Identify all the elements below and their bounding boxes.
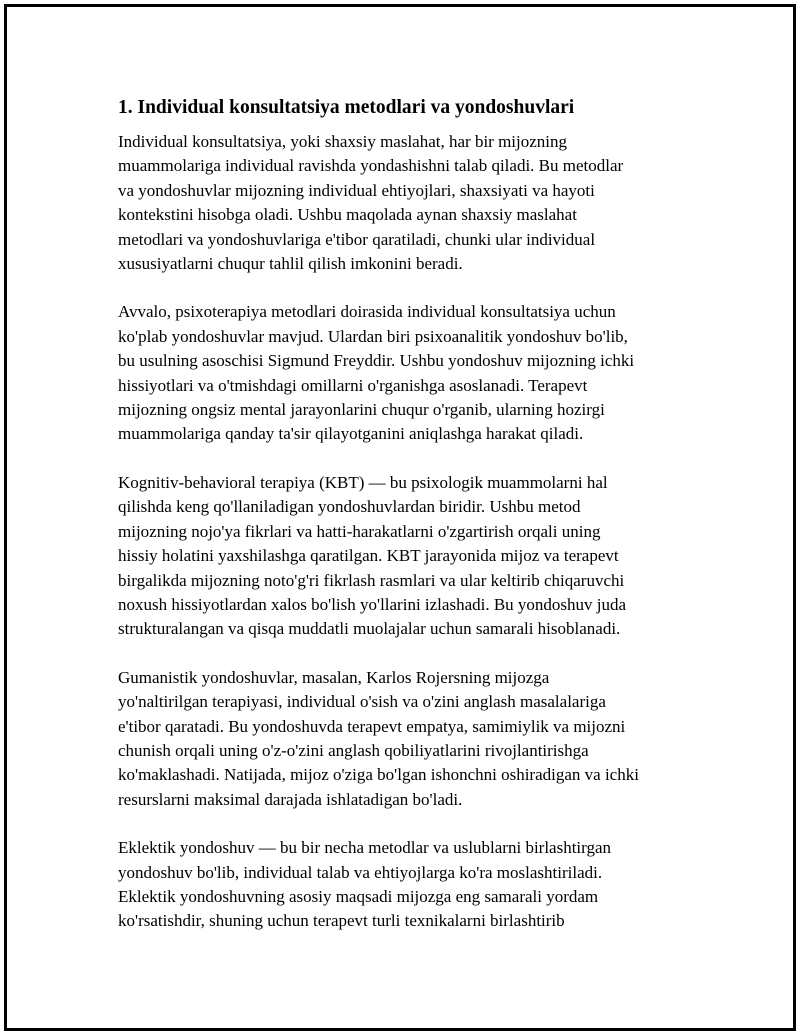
- text-line: Gumanistik yondoshuvlar, masalan, Karlos Rojersning mijozga: [118, 667, 550, 687]
- text-line: resurslarni maksimal darajada ishlatadigan bo'ladi.: [118, 789, 463, 809]
- text-line: qilishda keng qo'llaniladigan yondoshuvlardan biridir. Ushbu metod: [118, 497, 581, 517]
- text-line: Eklektik yondoshuvning asosiy maqsadi mijozga eng samarali yordam: [118, 886, 599, 906]
- text-line: muammolariga individual ravishda yondashishni talab qiladi. Bu metodlar: [118, 156, 624, 176]
- paragraph-5: [118, 836, 678, 934]
- text-line: yo'naltirilgan terapiyasi, individual o'sish va o'zini anglash masalalariga: [118, 692, 606, 712]
- text-line: metodlari va yondoshuvlariga e'tibor qaratiladi, chunki ular individual: [118, 229, 596, 249]
- text-line: xususiyatlarni chuqur tahlil qilish imkonini beradi.: [118, 254, 463, 274]
- text-line: kontekstini hisobga oladi. Ushbu maqolada aynan shaxsiy maslahat: [118, 205, 577, 225]
- paragraph-1: [118, 130, 678, 276]
- text-line: Avvalo, psixoterapiya metodlari doirasida individual konsultatsiya uchun: [118, 302, 616, 322]
- text-line: strukturalangan va qisqa muddatli muolajalar uchun samarali hisoblanadi.: [118, 619, 621, 639]
- text-line: Kognitiv-behavioral terapiya (KBT) — bu psixologik muammolarni hal: [118, 472, 608, 492]
- text-line: va yondoshuvlar mijozning individual ehtiyojlari, shaxsiyati va hayoti: [118, 180, 595, 200]
- text-line: Eklektik yondoshuv — bu bir necha metodlar va uslublarni birlashtirgan: [118, 838, 612, 858]
- text-line: yondoshuv bo'lib, individual talab va ehtiyojlarga ko'ra moslashtiriladi.: [118, 862, 603, 882]
- text-line: noxush hissiyotlardan xalos bo'lish yo'llarini izlashadi. Bu yondoshuv juda: [118, 594, 627, 614]
- text-line: ko'plab yondoshuvlar mavjud. Ulardan biri psixoanalitik yondoshuv bo'lib,: [118, 326, 628, 346]
- paragraph-3: [118, 471, 678, 642]
- text-line: ko'rsatishdir, shuning uchun terapevt turli texnikalarni birlashtirib: [118, 911, 565, 931]
- text-line: e'tibor qaratadi. Bu yondoshuvda terapevt empatya, samimiylik va mijozni: [118, 716, 626, 736]
- text-line: birgalikda mijozning noto'g'ri fikrlash rasmlari va ular keltirib chiqaruvchi: [118, 570, 625, 590]
- text-line: ko'maklashadi. Natijada, mijoz o'ziga bo'lgan ishonchni oshiradigan va ichki: [118, 765, 639, 785]
- page-title: 1. Individual konsultatsiya metodlari va yondoshuvlari: [118, 97, 575, 118]
- text-line: chunish orqali uning o'z-o'zini anglash qobiliyatlarini rivojlantirishga: [118, 740, 589, 760]
- paragraph-2: [118, 300, 678, 446]
- text-line: mijozning nojo'ya fikrlari va hatti-harakatlarni o'zgartirish orqali uning: [118, 521, 601, 541]
- text-line: hissiy holatini yaxshilashga qaratilgan. KBT jarayonida mijoz va terapevt: [118, 546, 619, 566]
- text-line: bu usulning asoschisi Sigmund Freyddir. Ushbu yondoshuv mijozning ichki: [118, 351, 635, 371]
- paragraph-4: [118, 666, 678, 812]
- text-line: mijozning ongsiz mental jarayonlarini chuqur o'rganib, ularning hozirgi: [118, 400, 605, 420]
- text-line: muammolariga qanday ta'sir qilayotganini aniqlashga harakat qiladi.: [118, 424, 584, 444]
- text-line: hissiyotlari va o'tmishdagi omillarni o'rganishga asoslanadi. Terapevt: [118, 375, 588, 395]
- document-body: [118, 94, 678, 958]
- text-line: Individual konsultatsiya, yoki shaxsiy maslahat, har bir mijozning: [118, 132, 568, 151]
